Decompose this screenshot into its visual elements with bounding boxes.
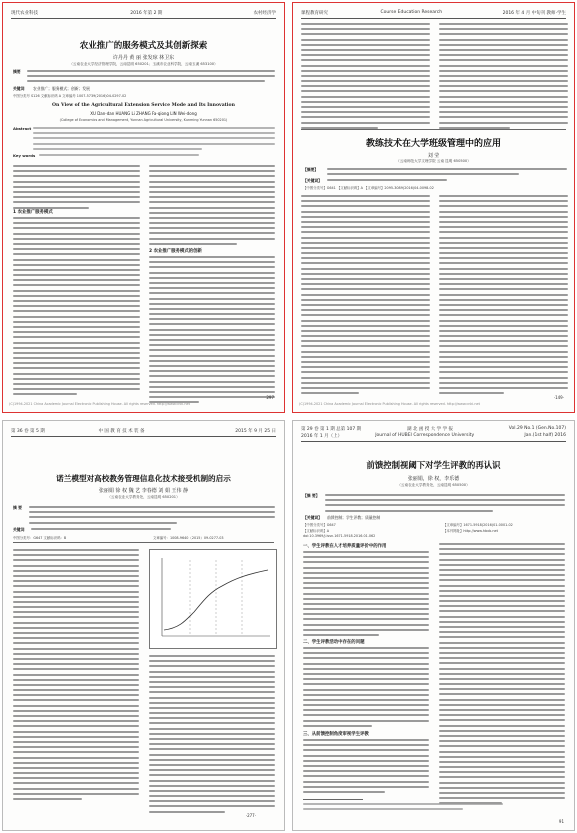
section-label: 农村经济学 (253, 11, 276, 16)
keywords-text: 前馈控制；学生评教；质量控制 (327, 515, 381, 520)
body-column-right-2 (149, 256, 275, 406)
issue-date-en: Jan.(1st half) 2016 (524, 433, 566, 438)
classification-line: 中图分类号 S126 文献标识码 A 文章编号 1007-5739(2016)04-0297-02 (13, 94, 127, 98)
running-header (301, 9, 566, 19)
issue-date: 2015 年 9 月 25 日 (235, 429, 276, 434)
keywords-label: 关键词 (13, 527, 25, 532)
figure-graph (150, 550, 276, 648)
article-divider (13, 542, 274, 543)
abstract-label: 摘 要 (13, 505, 22, 510)
body-column-left (13, 549, 139, 803)
journal-name: 中 国 教 育 技 术 装 备 (98, 429, 145, 434)
issue-label: 2016 年 1 月（上） (301, 434, 343, 439)
body-column-left (13, 165, 140, 212)
author-affiliation: （云南农业大学教务处，云南昆明 650201） (107, 495, 180, 499)
body-column-right (439, 543, 565, 808)
body-column-left (301, 195, 430, 397)
body-column-left-2 (303, 647, 429, 730)
author-list: 张丽娟 徐 权 魏 艺 李春德 刘 娟 王伟 静 (98, 488, 189, 494)
english-affiliation: (College of Economics and Management, Yunnan Agricultural University, Kunming Yunnan 650201) (59, 118, 228, 122)
keywords-text (31, 528, 171, 533)
body-column-right (439, 195, 568, 397)
page-thumbnail-4[interactable] (292, 420, 575, 831)
body-column-right (149, 165, 275, 248)
page-number: 297 (266, 395, 274, 400)
abstract-text (27, 70, 275, 86)
english-title: On View of the Agricultural Extension Service Mode and Its Innovation (52, 103, 235, 108)
keywords-label: 【关键词】 (303, 515, 322, 520)
page-number: 91 (558, 819, 564, 824)
author-affiliation: （云南农业大学经济管理学院，云南昆明 650201；玉溪市农业科学院，云南玉溪 653100） (69, 62, 218, 66)
page-thumbnail-2[interactable] (292, 2, 575, 413)
volume-label: 第 36 卷 第 5 期 (11, 429, 45, 434)
section-heading-1: 1 农业推广服务模式 (13, 210, 53, 215)
article-title: 前馈控制视阈下对学生评教的再认识 (366, 460, 501, 470)
running-subheader (301, 432, 566, 442)
section-heading-3: 三、从前馈控制角度审视学生评教 (303, 732, 369, 737)
english-authors: XU Dan-dan HUANG Li ZHANG Fa-qiong LIN Wei-dong (90, 111, 197, 116)
doi-line: doi:10.3969/j.issn.1671-5918.2016.01.062 (303, 534, 376, 538)
classification-line: 中图分类号：G647 文献标识码：B (13, 536, 67, 540)
section-heading-2: 二、学生评教活动中存在的问题 (303, 640, 365, 645)
volume-en: Vol.29 No.1 (Gen.No.107) (508, 426, 566, 431)
article-divider (301, 129, 566, 130)
prev-article-col-right (439, 23, 568, 132)
abstract-label: 【摘要】 (303, 167, 319, 172)
journal-url: 【本刊网址】http://www.hbxb.net (443, 529, 498, 533)
abstract-label: 摘要 (13, 69, 21, 74)
page-thumbnail-3[interactable] (2, 420, 285, 831)
english-abstract-label: Abstract (13, 126, 32, 131)
issue-label: 2016 年 4 月 中旬刊 教师·学生 (502, 11, 566, 16)
issue-label: 2016 年第 2 期 (130, 11, 163, 16)
journal-name: 湖 北 函 授 大 学 学 报 (407, 427, 454, 432)
journal-name: 现代农业科技 (11, 11, 38, 16)
article-number: 文章编号：1008-9640（2015）09-0277-03 (153, 536, 224, 540)
author-affiliation: （云南农业大学教务处，云南昆明 650500） (397, 483, 470, 487)
author-list: 许丹丹 黄 丽 张发琼 林卫东 (112, 55, 175, 61)
issn-line: 【文章编号】1671-5918(2016)01-0001-02 (443, 523, 513, 527)
article-title: 诺兰模型对高校教务管理信息化技术接受机制的启示 (56, 474, 231, 483)
body-column-left-2 (13, 217, 140, 399)
author-list: 张丽娟，徐 权，李乐德 (407, 476, 460, 482)
copyright-footer: (C)1994-2021 China Academic Journal Electronic Publishing House. All rights reserved. http://www.cnki.net (299, 402, 480, 406)
page-thumbnail-1[interactable] (2, 2, 285, 413)
running-header (11, 9, 276, 19)
english-abstract-text (33, 127, 275, 153)
document-code: 【文献标识码】A (303, 529, 330, 533)
running-header (11, 427, 276, 437)
abstract-text (29, 506, 275, 527)
body-column-right (149, 655, 275, 816)
english-keywords-label: Key words (13, 153, 36, 158)
body-column-left (303, 551, 429, 639)
page-number: ·277· (245, 813, 256, 818)
page-number: ·149· (553, 395, 564, 400)
author-name: 刘 莹 (427, 153, 440, 159)
classification-line: 【中图分类号】G641 【文献标识码】A 【文章编号】2095-3089(2016)04-0098-02 (303, 186, 434, 190)
figure-chart (149, 549, 277, 649)
article-title: 教练技术在大学班级管理中的应用 (365, 139, 501, 149)
section-heading-2: 2 农业推广服务模式的创新 (149, 249, 202, 254)
classification-line: 【中图分类号】G647 (303, 523, 336, 527)
article-title: 农业推广的服务模式及其创新探索 (79, 41, 208, 51)
journal-english-name: Journal of HUBEI Correspondence University (375, 433, 475, 438)
copyright-footer: (C)1994-2021 China Academic Journal Electronic Publishing House. All rights reserved. http://www.cnki.net (9, 402, 190, 406)
footnote-rule (303, 799, 363, 800)
volume-label: 第 29 卷 第 1 期 总第 107 期 (301, 427, 362, 432)
journal-name: 课程教育研究 (301, 11, 328, 16)
keywords-text (327, 179, 447, 184)
section-heading-1: 一、学生评教在人才培养质量评价中的作用 (303, 544, 387, 549)
keywords-text: 农业推广；服务模式；创新；发展 (33, 86, 90, 91)
author-affiliation: （云南师范大学文理学院 云南 昆明 650500） (396, 159, 471, 163)
journal-english-name: Course Education Research (380, 10, 443, 15)
english-keywords-text (39, 154, 199, 159)
body-column-left-3 (303, 739, 429, 796)
abstract-text (325, 494, 565, 515)
keywords-label: 关键词 (13, 86, 25, 91)
abstract-text (327, 168, 567, 178)
abstract-label: 【摘 要】 (303, 493, 320, 498)
keywords-label: 【关键词】 (303, 178, 322, 183)
prev-article-col-left (301, 23, 430, 132)
